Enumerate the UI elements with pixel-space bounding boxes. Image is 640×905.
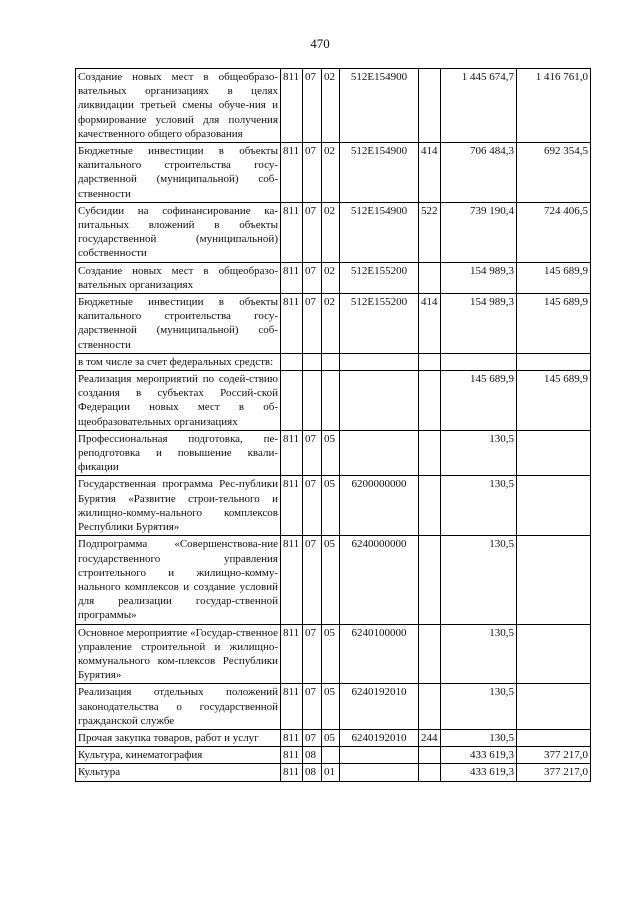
cell-target-article: 512E154900	[340, 69, 419, 143]
cell-sum-year1: 130,5	[441, 536, 517, 624]
table-body	[76, 69, 591, 782]
cell-target-article: 512E154900	[340, 202, 419, 262]
cell-sum-year2	[517, 729, 591, 746]
cell-section	[303, 353, 322, 370]
cell-grbs: 811	[281, 143, 303, 203]
cell-subsection	[322, 371, 340, 431]
cell-grbs: 811	[281, 202, 303, 262]
cell-expense-type: 414	[419, 143, 441, 203]
table-row	[76, 143, 591, 203]
cell-sum-year2	[517, 684, 591, 730]
cell-expense-type	[419, 684, 441, 730]
cell-name: Реализация отдельных положений законодательства о государственной гражданской службе	[76, 684, 281, 730]
cell-section	[303, 371, 322, 431]
cell-name: Государственная программа Рес-публики Бурятия «Развитие строи-тельного и жилищно-комму-нального комплексов Республики Бурятия»	[76, 476, 281, 536]
cell-sum-year2: 377 217,0	[517, 764, 591, 781]
cell-name: в том числе за счет федеральных средств:	[76, 353, 281, 370]
cell-grbs: 811	[281, 729, 303, 746]
page-number: 470	[310, 36, 330, 51]
table-row	[76, 353, 591, 370]
cell-expense-type	[419, 371, 441, 431]
table-row	[76, 747, 591, 764]
cell-target-article: 512E155200	[340, 262, 419, 293]
cell-name: Создание новых мест в общеобразо-вательных организациях в целях ликвидации третьей смены обуче-ния и формирование условий для получения качественного общего образования	[76, 69, 281, 143]
cell-sum-year2	[517, 624, 591, 684]
cell-subsection	[322, 747, 340, 764]
cell-grbs: 811	[281, 536, 303, 624]
cell-name: Профессиональная подготовка, пе-реподготовка и повышение квали-фикации	[76, 430, 281, 476]
cell-grbs: 811	[281, 476, 303, 536]
cell-expense-type	[419, 764, 441, 781]
cell-target-article: 512E155200	[340, 294, 419, 354]
cell-subsection: 02	[322, 69, 340, 143]
cell-expense-type	[419, 353, 441, 370]
table-row	[76, 69, 591, 143]
cell-subsection: 05	[322, 536, 340, 624]
table-row	[76, 764, 591, 781]
cell-section: 07	[303, 69, 322, 143]
cell-section: 07	[303, 430, 322, 476]
cell-grbs: 811	[281, 624, 303, 684]
cell-subsection: 05	[322, 684, 340, 730]
cell-subsection: 05	[322, 476, 340, 536]
cell-subsection: 01	[322, 764, 340, 781]
cell-subsection: 05	[322, 430, 340, 476]
cell-subsection: 02	[322, 202, 340, 262]
cell-subsection: 02	[322, 143, 340, 203]
cell-sum-year2: 1 416 761,0	[517, 69, 591, 143]
cell-target-article	[340, 764, 419, 781]
cell-sum-year2: 145 689,9	[517, 262, 591, 293]
cell-target-article	[340, 353, 419, 370]
cell-target-article: 6240192010	[340, 684, 419, 730]
cell-sum-year1: 130,5	[441, 729, 517, 746]
cell-name: Создание новых мест в общеобразо-вательных организациях	[76, 262, 281, 293]
cell-grbs: 811	[281, 430, 303, 476]
cell-subsection	[322, 353, 340, 370]
table-row	[76, 371, 591, 431]
table-row	[76, 430, 591, 476]
table-row	[76, 476, 591, 536]
cell-target-article	[340, 430, 419, 476]
cell-section: 07	[303, 729, 322, 746]
cell-sum-year2	[517, 430, 591, 476]
cell-sum-year1: 433 619,3	[441, 764, 517, 781]
cell-grbs: 811	[281, 69, 303, 143]
cell-grbs: 811	[281, 747, 303, 764]
cell-sum-year2: 145 689,9	[517, 371, 591, 431]
cell-expense-type	[419, 476, 441, 536]
cell-name: Прочая закупка товаров, работ и услуг	[76, 729, 281, 746]
cell-grbs: 811	[281, 764, 303, 781]
cell-sum-year2: 377 217,0	[517, 747, 591, 764]
cell-section: 07	[303, 476, 322, 536]
cell-section: 07	[303, 294, 322, 354]
cell-sum-year1: 130,5	[441, 624, 517, 684]
cell-sum-year1: 739 190,4	[441, 202, 517, 262]
cell-subsection: 02	[322, 262, 340, 293]
cell-section: 07	[303, 624, 322, 684]
budget-table	[75, 68, 591, 782]
cell-grbs: 811	[281, 294, 303, 354]
cell-grbs	[281, 371, 303, 431]
cell-sum-year1: 154 989,3	[441, 262, 517, 293]
cell-subsection: 05	[322, 729, 340, 746]
cell-expense-type	[419, 430, 441, 476]
cell-section: 08	[303, 747, 322, 764]
cell-target-article: 512E154900	[340, 143, 419, 203]
cell-target-article: 6240100000	[340, 624, 419, 684]
cell-name: Культура, кинематография	[76, 747, 281, 764]
cell-sum-year1	[441, 353, 517, 370]
cell-sum-year1: 130,5	[441, 684, 517, 730]
cell-subsection: 02	[322, 294, 340, 354]
table-row	[76, 294, 591, 354]
cell-sum-year1: 706 484,3	[441, 143, 517, 203]
cell-name: Реализация мероприятий по содей-ствию создания в субъектах Россий-ской Федерации новых мест в об-щеобразовательных организациях	[76, 371, 281, 431]
table-row	[76, 262, 591, 293]
cell-sum-year1: 130,5	[441, 476, 517, 536]
cell-section: 07	[303, 143, 322, 203]
table-row	[76, 684, 591, 730]
cell-target-article	[340, 747, 419, 764]
cell-sum-year1: 154 989,3	[441, 294, 517, 354]
cell-expense-type	[419, 69, 441, 143]
cell-target-article: 6240000000	[340, 536, 419, 624]
cell-section: 07	[303, 202, 322, 262]
table-row	[76, 729, 591, 746]
table-row	[76, 202, 591, 262]
cell-grbs: 811	[281, 684, 303, 730]
cell-expense-type	[419, 536, 441, 624]
cell-name: Бюджетные инвестиции в объекты капитального строительства госу-дарственной (муниципальной) соб-ственности	[76, 143, 281, 203]
table-row	[76, 624, 591, 684]
cell-name: Подпрограмма «Совершенствова-ние государственного управления строительного и жилищно-комму-нального комплексов и создание условий для реализации государ-ственной программы»	[76, 536, 281, 624]
cell-name: Субсидии на софинансирование ка-питальных вложений в объекты государственной (муниципальной) собственности	[76, 202, 281, 262]
cell-sum-year2	[517, 536, 591, 624]
cell-grbs	[281, 353, 303, 370]
cell-section: 08	[303, 764, 322, 781]
cell-sum-year2: 692 354,5	[517, 143, 591, 203]
cell-name: Бюджетные инвестиции в объекты капитального строительства госу-дарственной (муниципальной) соб-ственности	[76, 294, 281, 354]
cell-target-article: 6200000000	[340, 476, 419, 536]
cell-sum-year1: 145 689,9	[441, 371, 517, 431]
cell-expense-type	[419, 262, 441, 293]
cell-sum-year1: 433 619,3	[441, 747, 517, 764]
cell-sum-year2: 724 406,5	[517, 202, 591, 262]
cell-sum-year2: 145 689,9	[517, 294, 591, 354]
table-row	[76, 536, 591, 624]
cell-expense-type: 522	[419, 202, 441, 262]
cell-section: 07	[303, 684, 322, 730]
cell-section: 07	[303, 536, 322, 624]
cell-sum-year1: 1 445 674,7	[441, 69, 517, 143]
cell-section: 07	[303, 262, 322, 293]
cell-expense-type: 414	[419, 294, 441, 354]
cell-sum-year2	[517, 476, 591, 536]
cell-expense-type	[419, 747, 441, 764]
cell-name: Культура	[76, 764, 281, 781]
cell-target-article	[340, 371, 419, 431]
cell-expense-type: 244	[419, 729, 441, 746]
cell-grbs: 811	[281, 262, 303, 293]
cell-sum-year1: 130,5	[441, 430, 517, 476]
cell-sum-year2	[517, 353, 591, 370]
cell-target-article: 6240192010	[340, 729, 419, 746]
cell-subsection: 05	[322, 624, 340, 684]
cell-expense-type	[419, 624, 441, 684]
cell-name: Основное мероприятие «Государ-ственное управление строительной и жилищно-коммунального ком-плексов Республики Бурятия»	[76, 624, 281, 684]
